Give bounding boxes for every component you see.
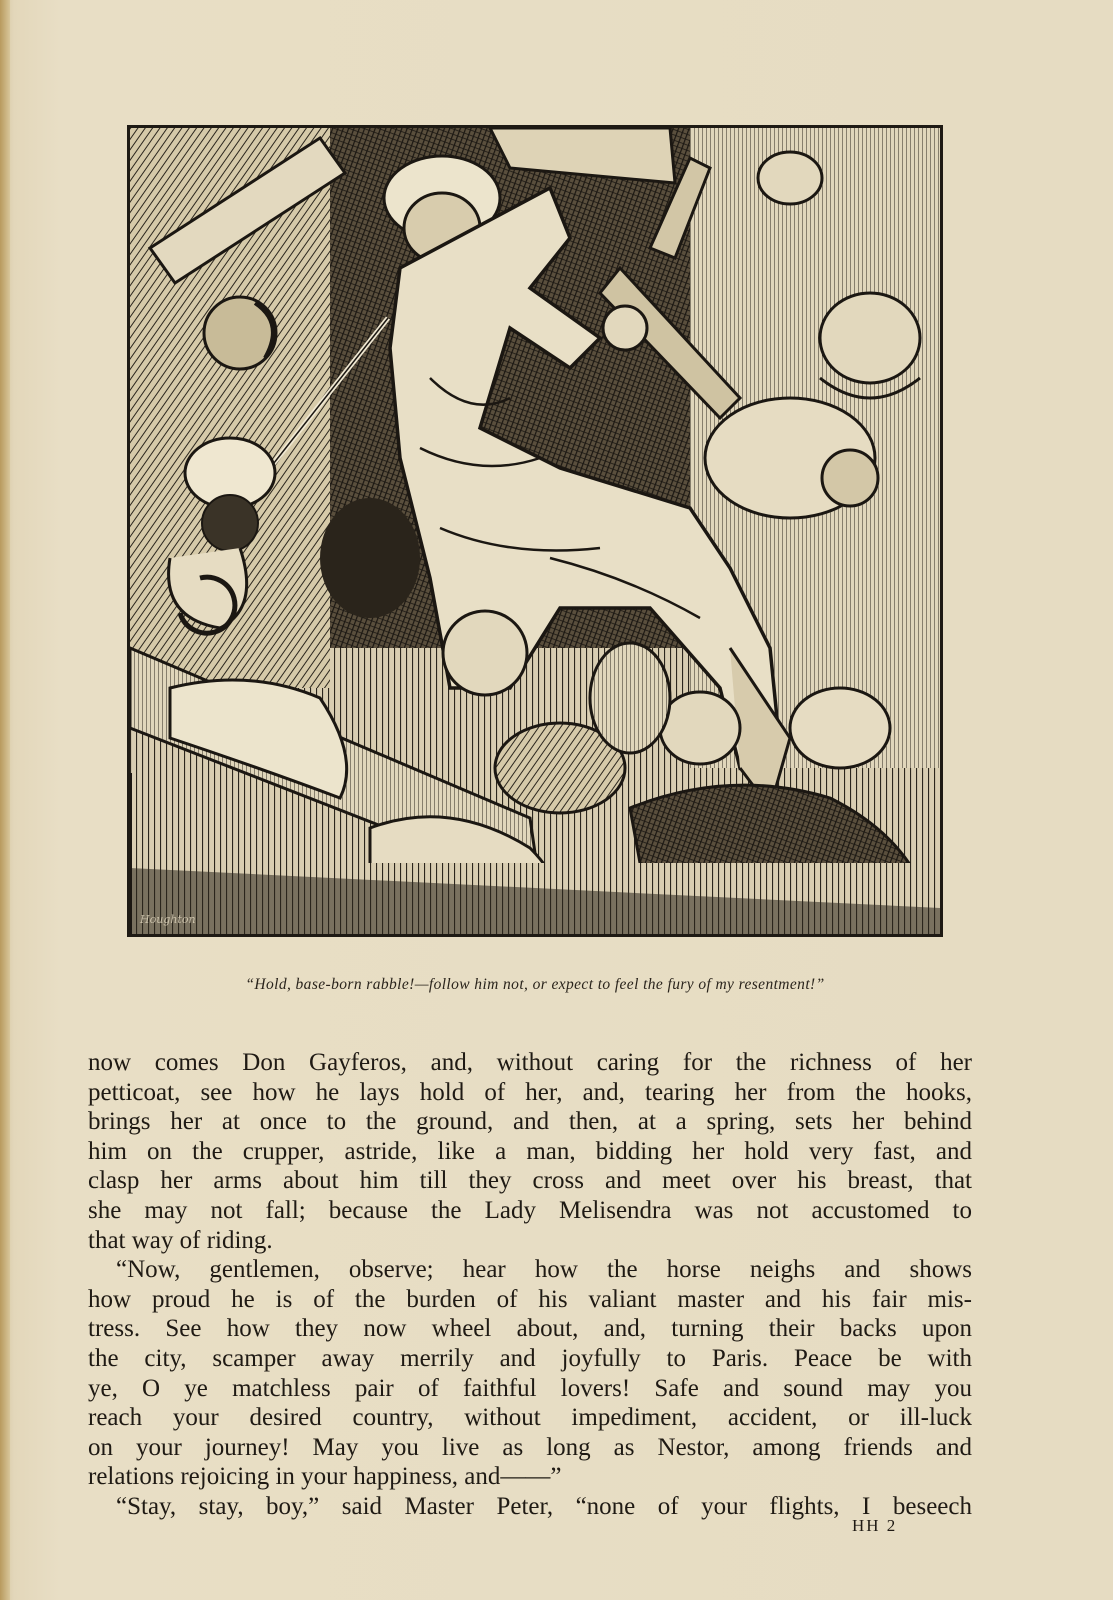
- text-line: relations rejoicing in your happiness, and——”: [88, 1463, 562, 1491]
- illustration-caption: “Hold, base-born rabble!—follow him not, or expect to feel the fury of my resentment!”: [245, 976, 825, 993]
- text-line: “Now, gentlemen, observe; hear how the horse neighs and shows: [116, 1256, 972, 1284]
- text-line: how proud he is of the burden of his valiant master and his fair mis-: [88, 1285, 972, 1313]
- artist-signature: Houghton: [140, 913, 196, 926]
- text-line: petticoat, see how he lays hold of her, and, tearing her from the hooks,: [88, 1078, 972, 1106]
- text-line: on your journey! May you live as long as Nestor, among friends and: [88, 1433, 972, 1461]
- text-line: him on the crupper, astride, like a man, bidding her hold very fast, and: [88, 1137, 972, 1165]
- flying-cake: [758, 152, 822, 204]
- page-spine-shadow: [0, 0, 10, 1600]
- text-line: ye, O ye matchless pair of faithful lovers! Safe and sound may you: [88, 1374, 972, 1402]
- text-line: “Stay, stay, boy,” said Master Peter, “none of your flights, I beseech: [116, 1492, 972, 1520]
- printer-signature-mark: HH 2: [852, 1516, 898, 1535]
- text-line: clasp her arms about him till they cross and meet over his breast, that: [88, 1167, 972, 1195]
- text-line: brings her at once to the ground, and then, at a spring, sets her behind: [88, 1108, 972, 1136]
- text-line: that way of riding.: [88, 1226, 273, 1254]
- text-line: reach your desired country, without impediment, accident, or ill-luck: [88, 1404, 972, 1432]
- illustration-artwork: [130, 128, 940, 934]
- text-line: tress. See how they now wheel about, and, turning their backs upon: [88, 1315, 972, 1343]
- text-line: now comes Don Gayferos, and, without caring for the richness of her: [88, 1049, 972, 1076]
- engraved-illustration: [127, 125, 943, 937]
- text-line: the city, scamper away merrily and joyfully to Paris. Peace be with: [88, 1344, 972, 1372]
- flying-hat: [204, 297, 276, 369]
- body-text: [88, 1048, 972, 1522]
- text-line: she may not fall; because the Lady Melisendra was not accustomed to: [88, 1196, 972, 1224]
- flying-turban: [820, 293, 920, 383]
